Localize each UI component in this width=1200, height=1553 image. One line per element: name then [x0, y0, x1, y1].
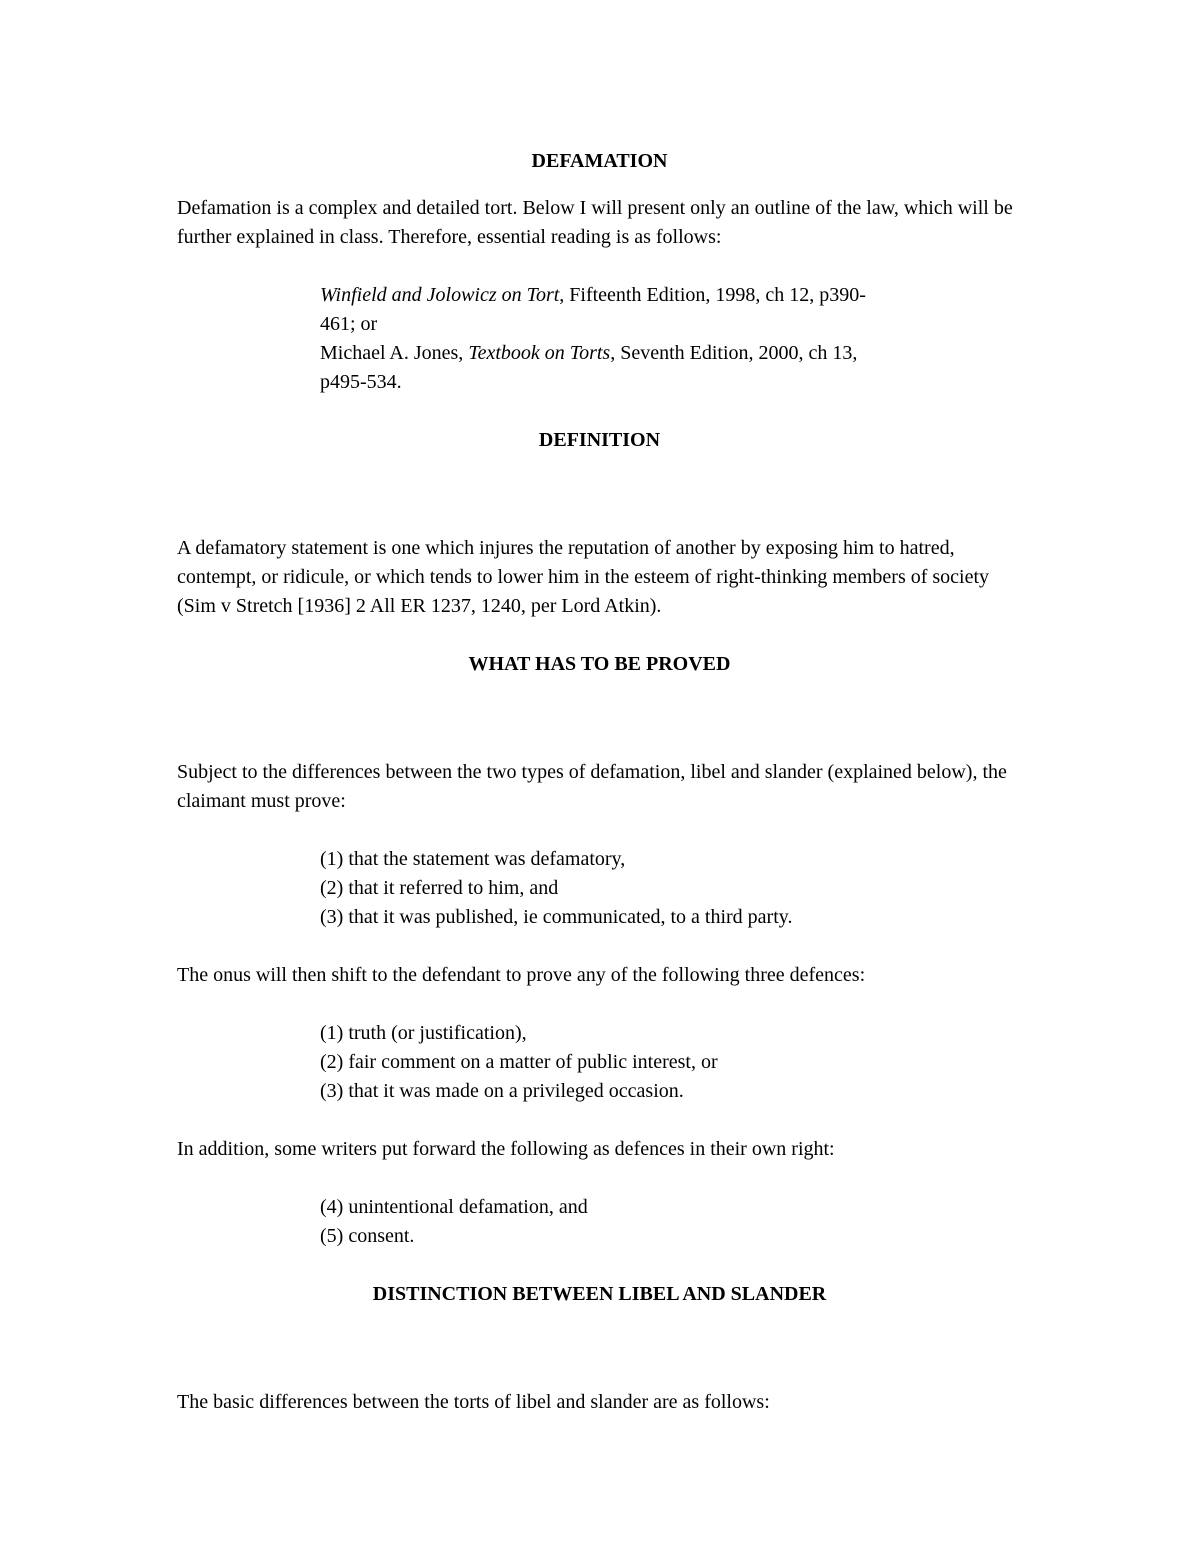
claimant-prove-paragraph: Subject to the differences between the two types of defamation, libel and slander (explained below), the claimant must prove:: [177, 761, 1007, 812]
list-item: (1) that the statement was defamatory,: [320, 848, 626, 870]
onus-paragraph: The onus will then shift to the defendant to prove any of the following three defences:: [177, 964, 866, 986]
list-item: (1) truth (or justification),: [320, 1022, 527, 1044]
additional-defences-paragraph: In addition, some writers put forward the following as defences in their own right:: [177, 1138, 835, 1160]
essential-reading-block: [320, 281, 880, 397]
list-item: (2) that it referred to him, and: [320, 877, 559, 899]
book-title-winfield: Winfield and Jolowicz on Tort: [320, 284, 560, 306]
distinction-heading: DISTINCTION BETWEEN LIBEL AND SLANDER: [372, 1283, 827, 1305]
reading-entry-winfield-details: , Fifteenth Edition, 1998, ch 12, p390-461; or: [320, 284, 866, 335]
definition-paragraph: A defamatory statement is one which injures the reputation of another by exposing him to hatred, contempt, or ridicule, or which tends to lower him in the esteem of right-thinking members of society (Sim v Stretch [1936] 2 All ER 1237, 1240, per Lord Atkin).: [177, 537, 990, 617]
definition-heading: DEFINITION: [538, 429, 661, 451]
additional-defences-list: [320, 1193, 1022, 1251]
claimant-prove-list: [320, 845, 1022, 932]
list-item: (3) that it was made on a privileged occasion.: [320, 1080, 684, 1102]
list-item: (5) consent.: [320, 1225, 415, 1247]
intro-paragraph: Defamation is a complex and detailed tort. Below I will present only an outline of the law, which will be further explained in class. Therefore, essential reading is as follows:: [177, 197, 1013, 248]
book-title-torts: Textbook on Torts: [468, 342, 611, 364]
reading-entry-jones-author: Michael A. Jones,: [320, 342, 469, 364]
list-item: (4) unintentional defamation, and: [320, 1196, 588, 1218]
reading-entry-jones-details: , Seventh Edition, 2000, ch 13, p495-534.: [320, 342, 858, 393]
distinction-paragraph: The basic differences between the torts of libel and slander are as follows:: [177, 1391, 770, 1413]
defences-list: [320, 1019, 1022, 1106]
list-item: (2) fair comment on a matter of public interest, or: [320, 1051, 718, 1073]
document-title: DEFAMATION: [531, 150, 668, 172]
reading-entry-jones: [320, 339, 880, 397]
list-item: (3) that it was published, ie communicated, to a third party.: [320, 906, 793, 928]
what-has-to-be-proved-heading: WHAT HAS TO BE PROVED: [468, 653, 731, 675]
reading-entry-winfield: [320, 281, 880, 339]
